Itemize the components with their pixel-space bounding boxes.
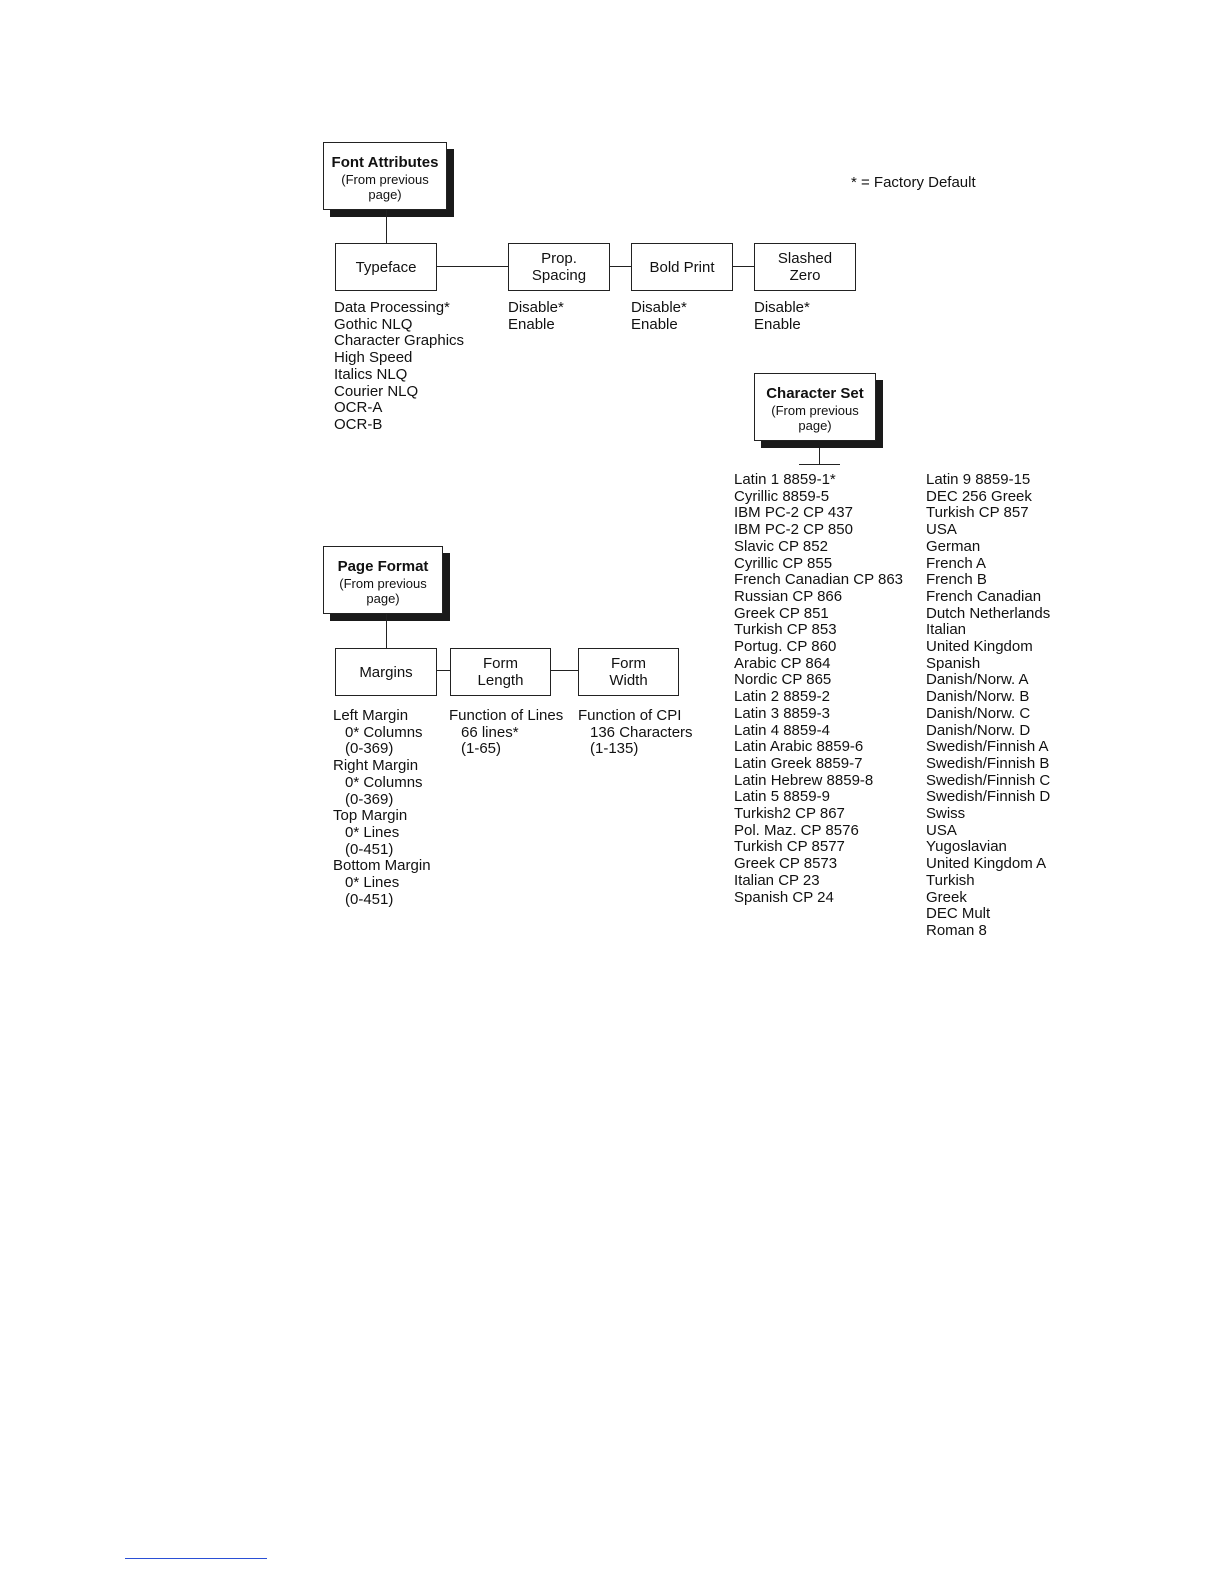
list-item: IBM PC-2 CP 437	[734, 504, 853, 522]
list-item: Cyrillic CP 855	[734, 554, 833, 572]
font-attributes-header	[323, 142, 447, 210]
list-item: Latin 5 8859-9	[734, 788, 830, 806]
connector-line	[610, 266, 631, 267]
connector-line	[799, 464, 840, 465]
page-format-subtitle-line2: page)	[366, 591, 400, 606]
list-item: Latin 1 8859-1*	[734, 471, 836, 488]
connector-line	[386, 614, 387, 648]
list-item: Italian CP 23	[734, 871, 820, 889]
list-item: 0* Columns	[345, 723, 423, 741]
list-item: Greek	[926, 888, 967, 906]
list-item: Greek CP 8573	[734, 855, 838, 873]
list-item: Turkish CP 8577	[734, 838, 845, 856]
list-item: Danish/Norw. B	[926, 688, 1030, 706]
form-width-label-line1: Form	[611, 655, 646, 672]
list-item: Top Margin	[333, 807, 408, 825]
character-set-title: Character Set	[766, 385, 864, 402]
margins-label: Margins	[359, 663, 413, 681]
list-item: French A	[926, 554, 987, 572]
list-item: DEC 256 Greek	[926, 487, 1032, 505]
list-item: Nordic CP 865	[734, 671, 832, 689]
typeface-box	[335, 243, 437, 291]
font-attributes-subtitle-line1: (From previous	[341, 172, 429, 187]
list-item: Enable	[508, 315, 555, 333]
list-item: Data Processing*	[334, 299, 450, 316]
list-item: Arabic CP 864	[734, 654, 831, 672]
list-item: Gothic NLQ	[334, 315, 413, 333]
list-item: Danish/Norw. D	[926, 721, 1031, 739]
list-item: (1-65)	[461, 740, 502, 758]
page-format-title: Page Format	[337, 558, 429, 575]
list-item: Portug. CP 860	[734, 638, 837, 656]
prop-spacing-options	[508, 300, 564, 333]
connector-line	[551, 670, 578, 671]
list-item: DEC Mult	[926, 905, 991, 923]
list-item: 66 lines*	[461, 723, 519, 741]
font-attributes-title: Font Attributes	[331, 154, 439, 171]
list-item: High Speed	[334, 349, 413, 367]
margins-box	[335, 648, 437, 696]
slashed-zero-label-line1: Slashed	[777, 250, 833, 267]
list-item: Danish/Norw. A	[926, 671, 1029, 689]
list-item: Courier NLQ	[334, 382, 419, 400]
list-item: (0-369)	[345, 790, 394, 808]
list-item: Swedish/Finnish D	[926, 788, 1051, 806]
list-item: Italian	[926, 621, 967, 639]
connector-line	[819, 448, 820, 464]
list-item: Russian CP 866	[734, 587, 843, 605]
page-format-header	[323, 546, 443, 614]
list-item: German	[926, 537, 981, 555]
typeface-options	[334, 300, 464, 434]
form-length-box	[450, 648, 551, 696]
list-item: United Kingdom A	[926, 855, 1047, 873]
list-item: (0-369)	[345, 740, 394, 758]
character-set-column-1	[734, 472, 903, 906]
list-item: Turkish2 CP 867	[734, 805, 845, 823]
list-item: Bottom Margin	[333, 857, 431, 875]
list-item: Latin Greek 8859-7	[734, 754, 863, 772]
list-item: Latin 3 8859-3	[734, 704, 830, 722]
form-width-options	[578, 708, 693, 758]
list-item: Left Margin	[333, 707, 409, 724]
list-item: 0* Lines	[345, 823, 400, 841]
list-item: 136 Characters	[590, 723, 693, 741]
prop-spacing-box	[508, 243, 610, 291]
form-width-label-line2: Width	[609, 672, 648, 689]
list-item: USA	[926, 521, 957, 539]
bold-print-label: Bold Print	[649, 258, 715, 276]
list-item: Swedish/Finnish C	[926, 771, 1051, 789]
list-item: Swedish/Finnish A	[926, 738, 1049, 756]
list-item: Spanish	[926, 654, 981, 672]
list-item: (1-135)	[590, 740, 639, 758]
list-item: French B	[926, 571, 987, 589]
form-width-box	[578, 648, 679, 696]
list-item: 0* Columns	[345, 773, 423, 791]
list-item: Enable	[631, 315, 678, 333]
list-item: Danish/Norw. C	[926, 704, 1031, 722]
list-item: Disable*	[754, 299, 810, 316]
list-item: Right Margin	[333, 757, 419, 775]
list-item: Greek CP 851	[734, 604, 829, 622]
form-length-label-line1: Form	[483, 655, 518, 672]
slashed-zero-label-line2: Zero	[789, 267, 821, 284]
slashed-zero-options	[754, 300, 810, 333]
list-item: Turkish	[926, 871, 975, 889]
list-item: Latin Arabic 8859-6	[734, 738, 864, 756]
list-item: Enable	[754, 315, 801, 333]
typeface-label: Typeface	[355, 258, 417, 276]
list-item: Italics NLQ	[334, 365, 408, 383]
list-item: Cyrillic 8859-5	[734, 487, 830, 505]
list-item: United Kingdom	[926, 638, 1033, 656]
bold-print-options	[631, 300, 687, 333]
list-item: French Canadian CP 863	[734, 571, 903, 589]
page-format-subtitle-line1: (From previous	[339, 576, 427, 591]
list-item: Roman 8	[926, 921, 987, 939]
list-item: Pol. Maz. CP 8576	[734, 821, 859, 839]
list-item: Turkish CP 853	[734, 621, 837, 639]
list-item: 0* Lines	[345, 874, 400, 892]
list-item: French Canadian	[926, 587, 1042, 605]
form-length-options	[449, 708, 563, 758]
list-item: (0-451)	[345, 890, 394, 908]
list-item: Latin Hebrew 8859-8	[734, 771, 874, 789]
connector-line	[437, 266, 508, 267]
list-item: USA	[926, 821, 957, 839]
list-item: Character Graphics	[334, 332, 465, 350]
list-item: Latin 4 8859-4	[734, 721, 830, 739]
list-item: Dutch Netherlands	[926, 604, 1051, 622]
list-item: Slavic CP 852	[734, 537, 828, 555]
prop-spacing-label-line1: Prop.	[541, 250, 577, 267]
character-set-header	[754, 373, 876, 441]
connector-line	[386, 210, 387, 243]
list-item: Latin 2 8859-2	[734, 688, 830, 706]
prop-spacing-label-line2: Spacing	[531, 267, 587, 284]
bold-print-box	[631, 243, 733, 291]
list-item: Function of CPI	[578, 707, 682, 724]
list-item: (0-451)	[345, 840, 394, 858]
list-item: Swedish/Finnish B	[926, 754, 1050, 772]
list-item: Yugoslavian	[926, 838, 1007, 856]
font-attributes-subtitle-line2: page)	[368, 187, 402, 202]
list-item: Latin 9 8859-15	[926, 471, 1031, 488]
character-set-subtitle-line2: page)	[798, 418, 832, 433]
footer-rule	[125, 1558, 267, 1559]
connector-line	[437, 670, 450, 671]
list-item: Function of Lines	[449, 707, 564, 724]
margins-options	[333, 708, 431, 908]
form-length-label-line2: Length	[477, 672, 524, 689]
character-set-column-2	[926, 472, 1050, 940]
list-item: IBM PC-2 CP 850	[734, 521, 853, 539]
connector-line	[733, 266, 754, 267]
list-item: Turkish CP 857	[926, 504, 1029, 522]
list-item: Disable*	[631, 299, 687, 316]
slashed-zero-box	[754, 243, 856, 291]
list-item: Spanish CP 24	[734, 888, 834, 906]
character-set-subtitle-line1: (From previous	[771, 403, 859, 418]
list-item: Swiss	[926, 805, 966, 823]
factory-default-legend: * = Factory Default	[851, 174, 976, 191]
list-item: OCR-B	[334, 415, 383, 433]
list-item: Disable*	[508, 299, 564, 316]
list-item: OCR-A	[334, 399, 383, 417]
